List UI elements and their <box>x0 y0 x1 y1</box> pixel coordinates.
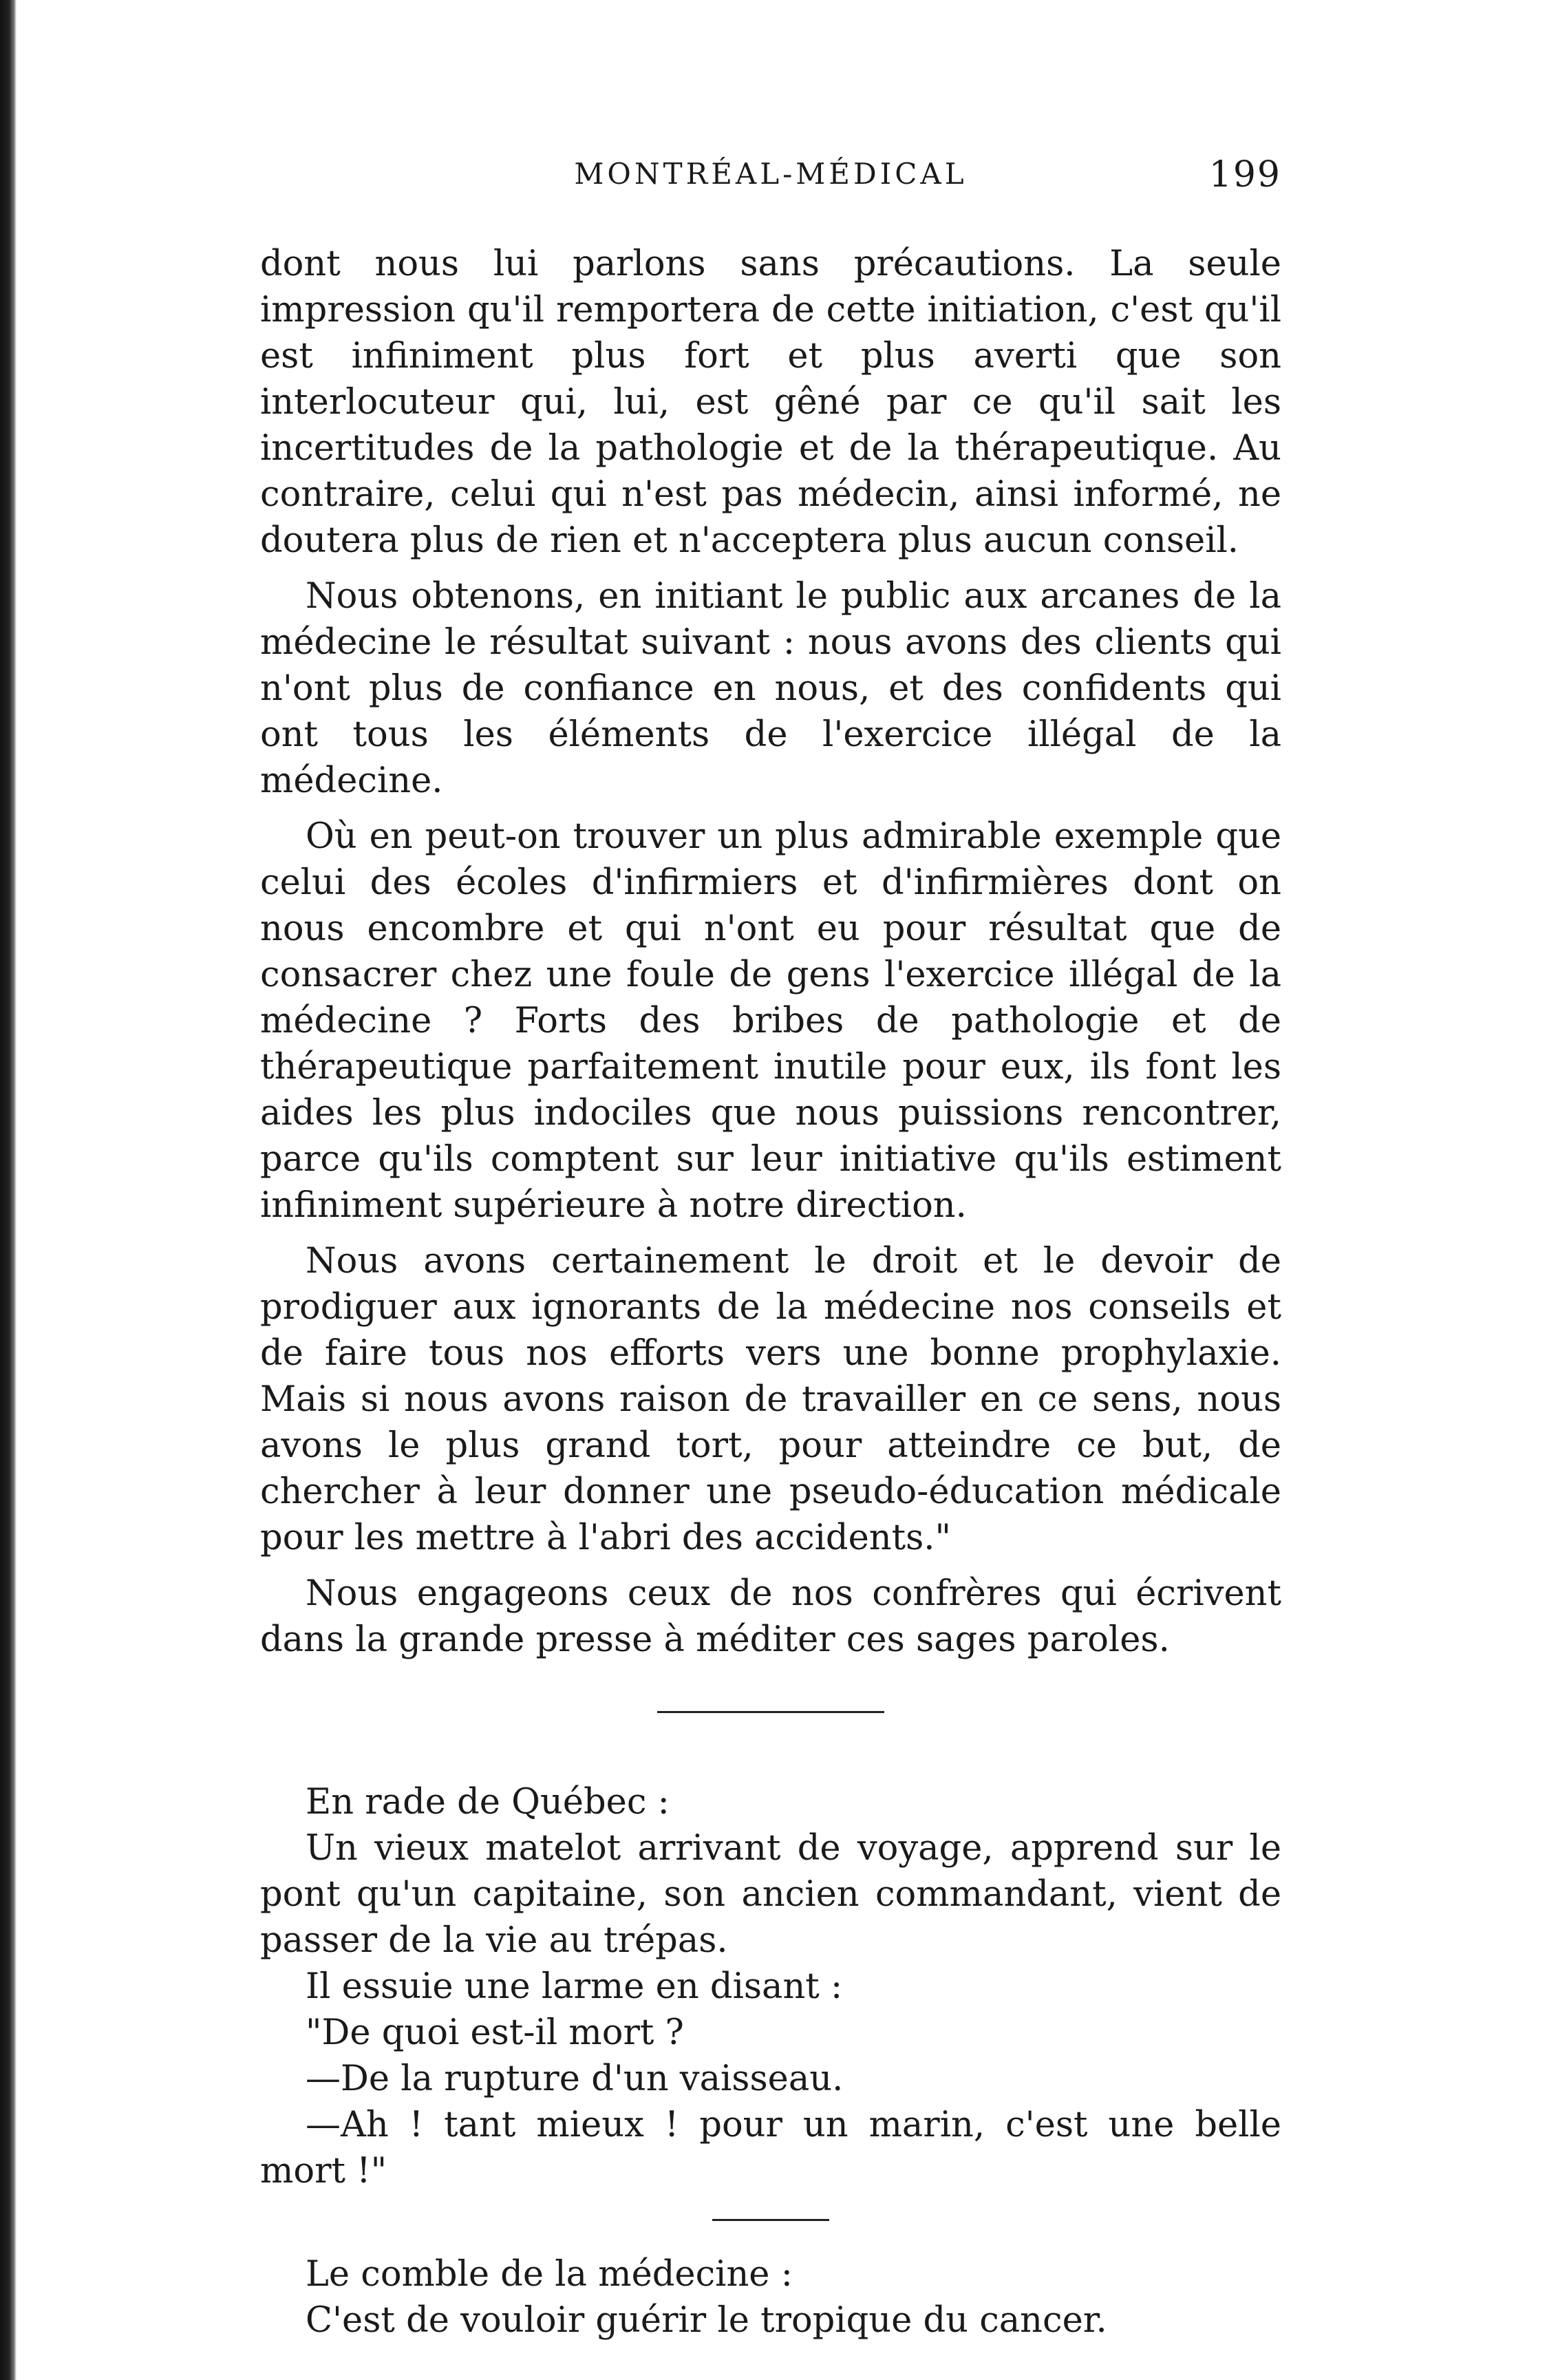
page-number: 199 <box>1208 154 1281 195</box>
paragraph-4: Nous avons certainement le droit et le devoir de prodiguer aux ignorants de la médecine nos conseils et de faire tous nos efforts vers une bonne prophylaxie. Mais si nous avons raison de travailler en ce sens, nous avons le plus grand tort, pour atteindre ce but, de chercher à leur donner une pseudo-éducation médicale pour les mettre à l'abri des accidents." <box>260 1241 1281 1558</box>
paragraph-1: dont nous lui parlons sans précautions. La seule impression qu'il remportera de cette initiation, c'est qu'il est infiniment plus fort et plus averti que son interlocuteur qui, lui, est gêné par ce qu'il sait les incertitudes de la pathologie et de la thérapeutique. Au contraire, celui qui n'est pas médecin, ainsi informé, ne doutera plus de rien et n'acceptera plus aucun conseil. <box>260 244 1281 561</box>
section-divider <box>657 1711 884 1713</box>
article-body <box>260 241 1281 2344</box>
paragraph-5: Nous engageons ceux de nos confrères qui écrivent dans la grande presse à méditer ces sages paroles. <box>260 1573 1281 1660</box>
short-divider <box>712 2219 829 2221</box>
page-binding-edge <box>0 0 17 2380</box>
anecdote-line: "De quoi est-il mort ? <box>306 2012 684 2053</box>
anecdote-line: Il essuie une larme en disant : <box>306 1966 843 2007</box>
anecdote-comble <box>260 2251 1281 2344</box>
journal-title: MONTRÉAL-MÉDICAL <box>574 157 968 191</box>
anecdote-line: —Ah ! tant mieux ! pour un marin, c'est une belle mort !" <box>260 2105 1281 2191</box>
anecdote-body: Un vieux matelot arrivant de voyage, apprend sur le pont qu'un capitaine, son ancien commandant, vient de passer de la vie au trépas. <box>260 1828 1281 1961</box>
anecdote-quebec <box>260 1779 1281 2194</box>
anecdote-heading: En rade de Québec : <box>306 1782 670 1823</box>
anecdote-line: C'est de vouloir guérir le tropique du cancer. <box>306 2300 1107 2341</box>
paragraph-2: Nous obtenons, en initiant le public aux arcanes de la médecine le résultat suivant : nous avons des clients qui n'ont plus de confiance en nous, et des confidents qui ont tous les éléments de l'exercice illégal de la médecine. <box>260 576 1281 801</box>
anecdote-heading: Le comble de la médecine : <box>306 2254 793 2295</box>
paragraph-3: Où en peut-on trouver un plus admirable exemple que celui des écoles d'infirmiers et d'infirmières dont on nous encombre et qui n'ont eu pour résultat que de consacrer chez une foule de gens l'exercice illégal de la médecine ? Forts des bribes de pathologie et de thérapeutique parfaitement inutile pour eux, ils font les aides les plus indociles que nous puissions rencontrer, parce qu'ils comptent sur leur initiative qu'ils estiment infiniment supérieure à notre direction. <box>260 816 1281 1226</box>
anecdote-line: —De la rupture d'un vaisseau. <box>306 2059 844 2099</box>
running-head <box>260 154 1281 198</box>
